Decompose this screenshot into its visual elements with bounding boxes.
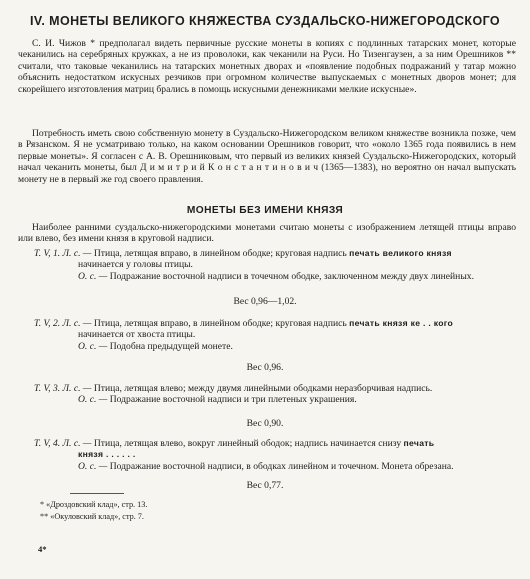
paragraph-2: Потребность иметь свою собственную монету в Суздальско-Нижегородском великом княжестве возникла позже, чем в Рязанском. Я не усматриваю только, на каком основании Орешников говорит, что «около 1365 года появились в нем первые монеты». Я согласен с А. В. Орешниковым, что первый из великих князей Суздальско-Нижегородских, который начал чеканить монеты, был Д и м и т р и й К о н с т а н т и н о в и ч (1365—1383), но вероятно он начал выпускать монету не в первый же год своего правления. xyxy=(18,128,516,185)
reverse-text: Подобна предыдущей монете. xyxy=(109,340,233,352)
reverse-label: О. с. — xyxy=(78,394,108,406)
entry-label: Т. V, 3. Л. с. — xyxy=(34,383,92,394)
footnote-1: * «Дроздовский клад», стр. 13. xyxy=(40,500,148,509)
coin-entry-4 xyxy=(18,438,516,472)
coin-entry-2 xyxy=(18,318,516,352)
obverse-continuation: начинается у головы птицы. xyxy=(78,259,193,271)
entry-label: Т. V, 2. Л. с. — xyxy=(34,318,92,329)
weight-2: Вес 0,96. xyxy=(246,362,284,373)
reverse-text: Подражание восточной надписи, в ободках линейном и точечном. Монета обрезана. xyxy=(109,460,454,472)
obverse-continuation: начинается от хвоста птицы. xyxy=(78,329,196,341)
obverse-legend: печать великого князя xyxy=(349,248,452,258)
weight-3: Вес 0,90. xyxy=(246,418,284,429)
page-number: 4* xyxy=(38,544,47,554)
reverse-label: О. с. — xyxy=(78,270,108,282)
paragraph-3: Наиболее ранними суздальско-нижегородскими монетами считаю монеты с изображением летящей птицы вправо или влево, без имени князя в круговой надписи. xyxy=(18,222,516,245)
obverse-text: Птица, летящая влево, вокруг линейный ободок; надпись начинается снизу xyxy=(93,438,402,449)
obverse-legend: печать князя ке . . кого xyxy=(349,318,454,328)
obverse-text: Птица, летящая вправо, в линейном ободке; круговая надпись xyxy=(93,318,347,329)
entry-label: Т. V, 1. Л. с. — xyxy=(34,248,92,259)
reverse-label: О. с. — xyxy=(78,460,108,472)
obverse-text: Птица, летящая влево; между двумя линейными ободками неразборчивая надпись. xyxy=(93,383,433,394)
weight-4: Вес 0,77. xyxy=(246,480,284,491)
paragraph-1: С. И. Чижов * предполагал видеть первичные русские монеты в копиях с подлинных татарских монет, которые чеканились на серебряных кружках, а не из проволоки, как чеканили на Руси. Но Тизенгаузен, а за ним Орешников ** считали, что таковые чеканились на татарских монетных дворах и «появление подобных подражаний у татар можно объяснить недостатком искусных резчиков при огромном количестве выпускаемых с монетных дворов монет; для скорейшего изготовления матриц брались в помощь искусными денежниками мелкие искусные». xyxy=(18,38,516,95)
section-title: МОНЕТЫ БЕЗ ИМЕНИ КНЯЗЯ xyxy=(186,205,344,216)
reverse-text: Подражание восточной надписи в точечном ободке, заключенном между двух линейных. xyxy=(109,270,474,282)
entry-label: Т. V, 4. Л. с. — xyxy=(34,438,92,449)
weight-1: Вес 0,96—1,02. xyxy=(233,296,297,307)
obverse-text: Птица, летящая вправо, в линейном ободке; круговая надпись xyxy=(93,248,347,259)
obverse-legend-continuation: князя . . . . . . xyxy=(78,449,136,460)
chapter-title: IV. МОНЕТЫ ВЕЛИКОГО КНЯЖЕСТВА СУЗДАЛЬСКО-НИЖЕГОРОДСКОГО xyxy=(29,14,501,28)
footnote-divider xyxy=(70,493,124,494)
obverse-legend: печать xyxy=(403,438,435,448)
reverse-text: Подражание восточной надписи и три плетеных украшения. xyxy=(109,394,357,406)
coin-entry-3 xyxy=(18,383,516,406)
coin-entry-1 xyxy=(18,248,516,282)
reverse-label: О. с. — xyxy=(78,340,108,352)
footnote-2: ** «Окуловский клад», стр. 7. xyxy=(40,512,144,521)
